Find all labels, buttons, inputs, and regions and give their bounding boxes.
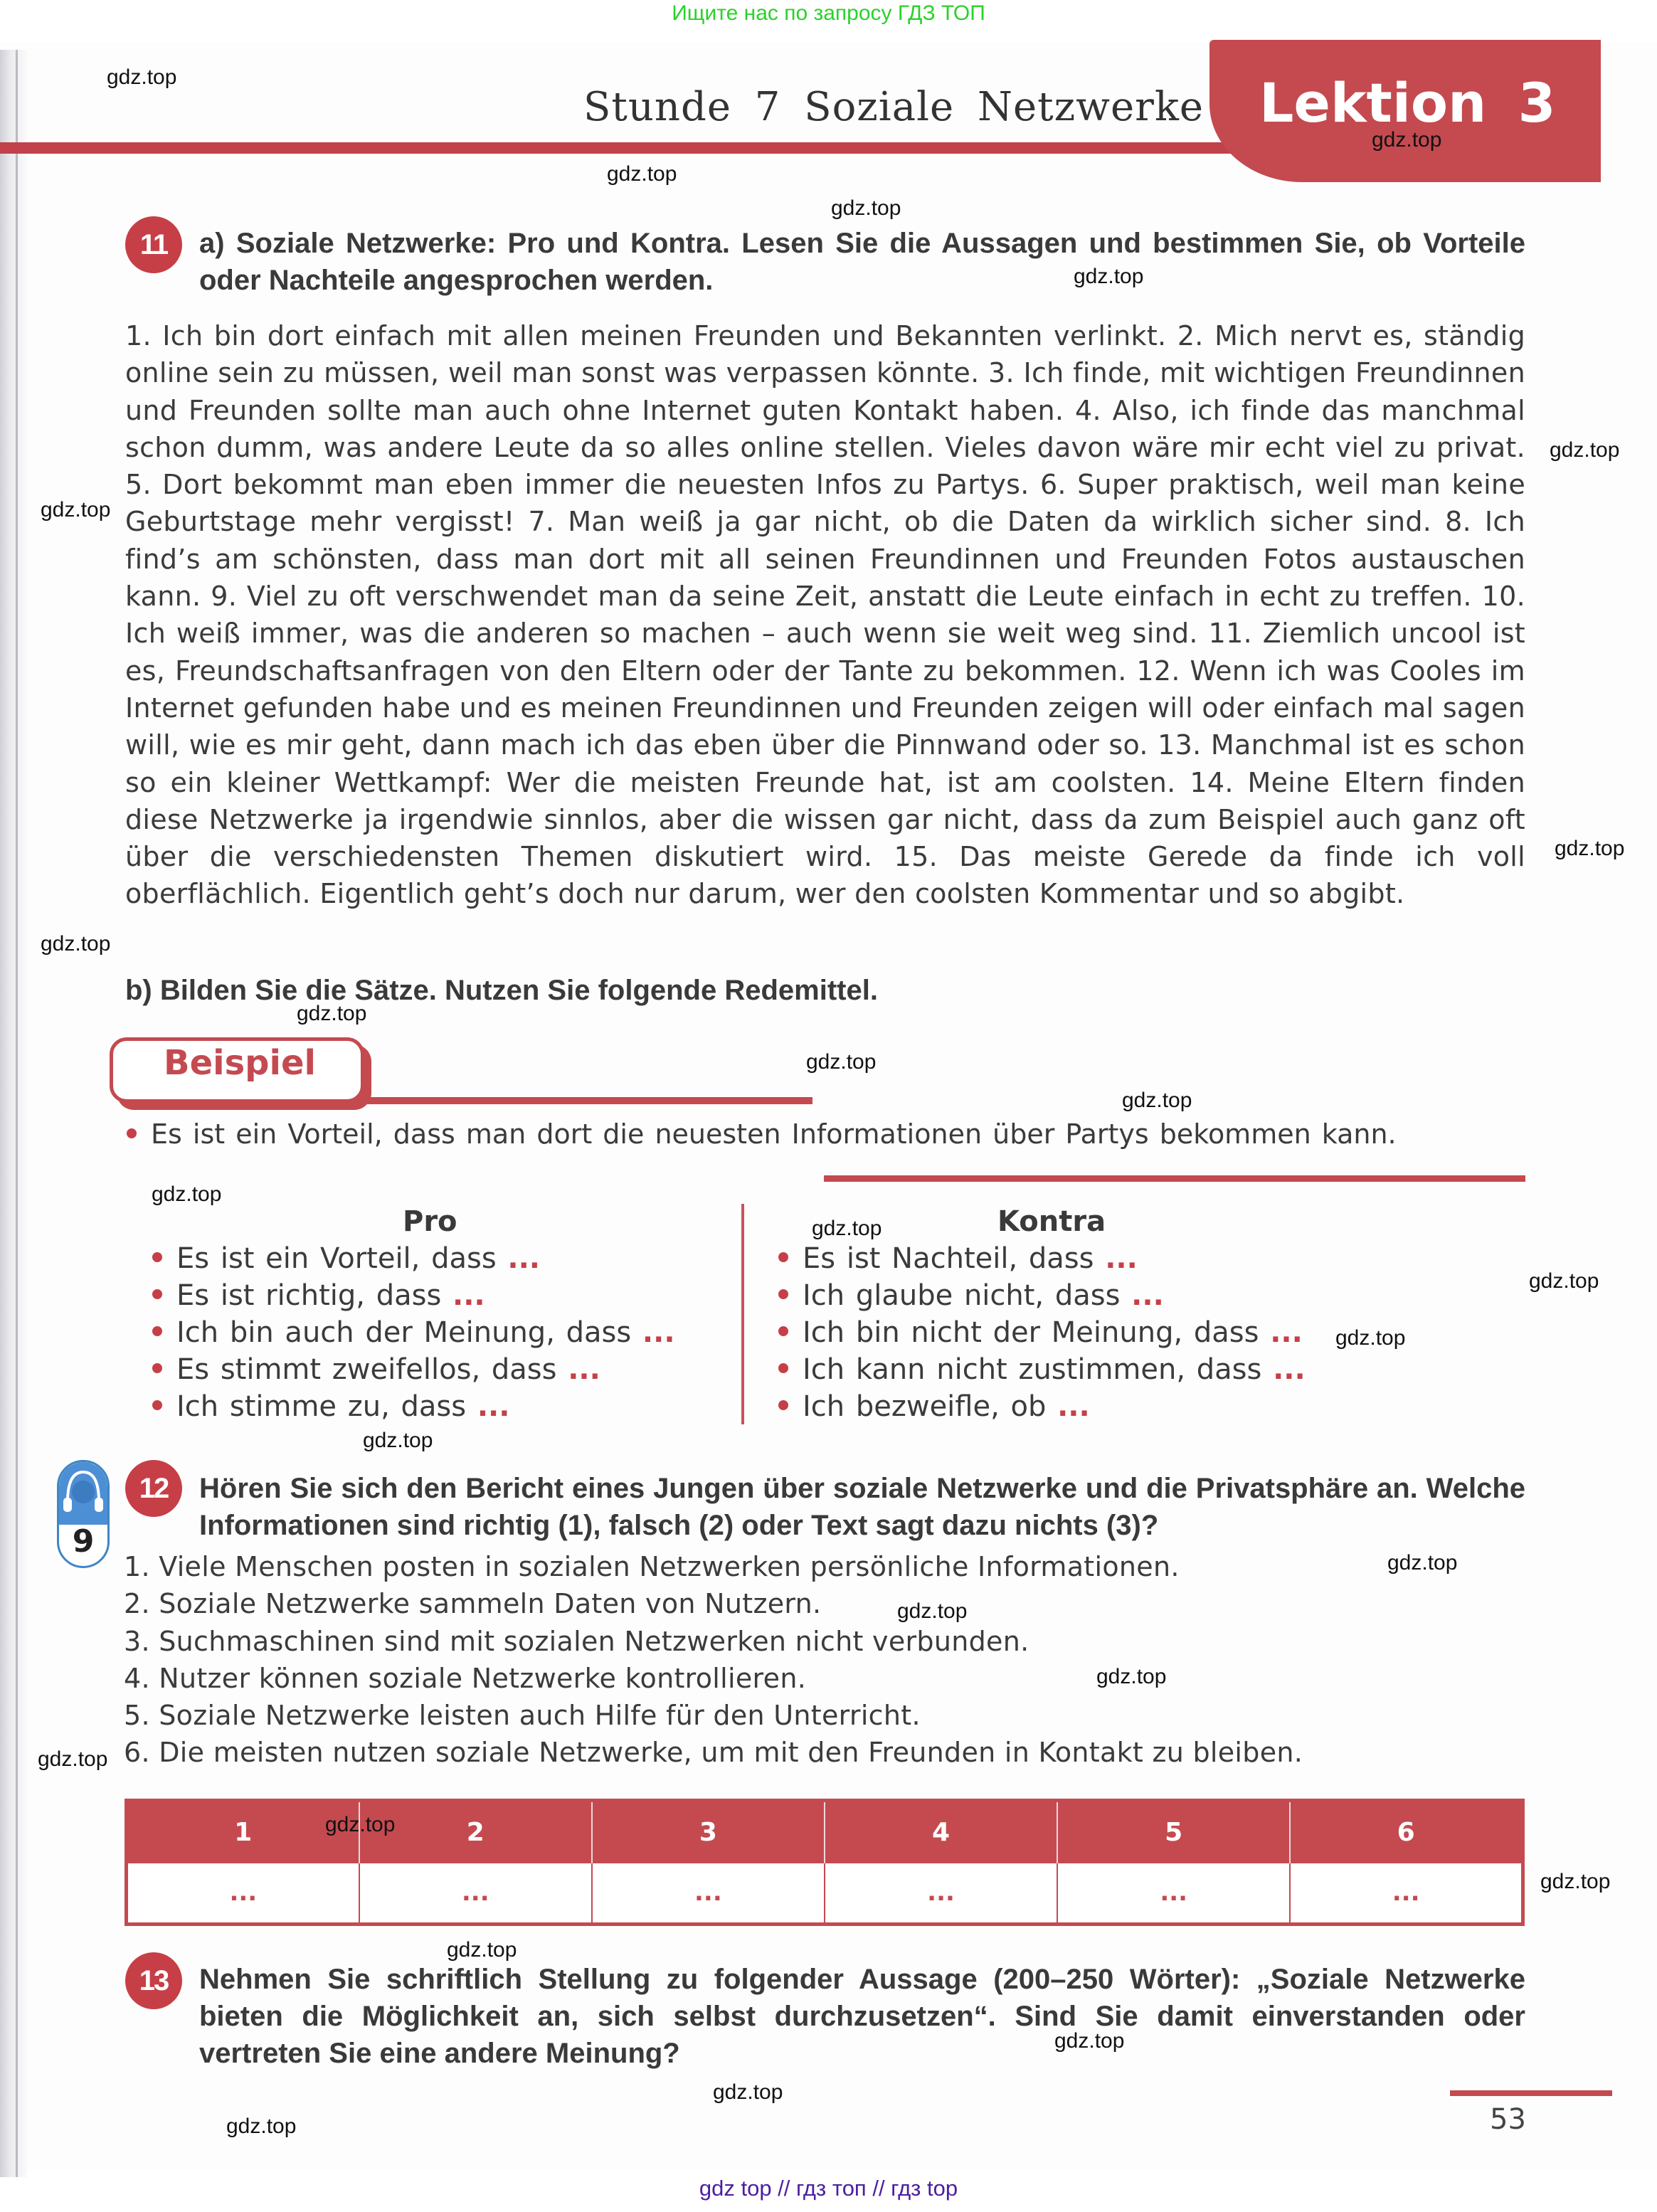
pro-item-text: Ich stimme zu, dass bbox=[176, 1390, 467, 1423]
watermark-text: gdz.top bbox=[41, 498, 111, 522]
pro-item bbox=[152, 1316, 675, 1349]
watermark-text: gdz.top bbox=[1074, 265, 1144, 288]
watermark-text: gdz.top bbox=[607, 162, 677, 186]
bottom-promo-banner[interactable]: gdz top // гдз топ // гдз top bbox=[699, 2176, 958, 2201]
watermark-text: gdz.top bbox=[447, 1938, 517, 1962]
ellipsis: ... bbox=[568, 1353, 600, 1386]
kontra-heading: Kontra bbox=[997, 1205, 1106, 1238]
watermark-text: gdz.top bbox=[41, 932, 111, 956]
pro-item bbox=[152, 1242, 540, 1275]
bullet-dot-icon bbox=[152, 1326, 162, 1336]
watermark-text: gdz.top bbox=[297, 1002, 367, 1025]
beispiel-rule bbox=[359, 1097, 812, 1104]
answer-cell[interactable]: ... bbox=[825, 1863, 1057, 1925]
pro-item-text: Ich bin auch der Meinung, dass bbox=[176, 1316, 632, 1349]
statement-item: 5. Soziale Netzwerke leisten auch Hilfe für den Unterricht. bbox=[124, 1700, 921, 1732]
page-number: 53 bbox=[1490, 2103, 1526, 2136]
book-spine-edge bbox=[16, 50, 18, 2177]
pro-item bbox=[152, 1390, 509, 1423]
headphones-icon bbox=[59, 1462, 107, 1525]
watermark-text: gdz.top bbox=[897, 1599, 968, 1623]
audio-track-number: 9 bbox=[72, 1523, 95, 1560]
book-spine-shadow bbox=[0, 50, 27, 2177]
exercise-13-task: Nehmen Sie schriftlich Stellung zu folgender Aussage (200–250 Wörter): „Soziale Netzwerke bieten die Möglichkeit an, sich selbst durchzusetzen“. Sind Sie damit einverstanden oder vertreten Sie eine andere Meinung? bbox=[199, 1964, 1525, 2069]
answer-col-header: 6 bbox=[1290, 1801, 1523, 1863]
watermark-text: gdz.top bbox=[38, 1747, 108, 1771]
exercise-11-statements: 1. Ich bin dort einfach mit allen meinen Freunden und Bekannten verlinkt. 2. Mich nervt es, ständig online sein zu müssen, weil man sonst was verpassen könnte. 3. Ich finde, mit wichtigen Freundinnen und Freunden sollte man auch ohne Internet guten Kontakt haben. 4. Also, ich finde das manchmal schon dumm, was andere Leute da so alles online stellen. Vieles davon wäre mir echt viel zu privat. 5. Dort bekommt man eben immer die neuesten Infos zu Partys. 6. Super praktisch, weil man keine Geburtstage mehr vergisst! 7. Man weiß ja gar nicht, ob die Daten da wirklich sicher sind. 8. Ich find’s am schönsten, dass man dort mit all seinen Freundinnen und Freunden Fotos austauschen kann. 9. Viel zu oft verschwendet man da seine Zeit, anstatt die Leute einfach in echt zu treffen. 10. Ich weiß immer, was die anderen so machen – auch wenn sie weit weg sind. 11. Ziemlich uncool ist es, Freundschaftsanfragen von den Eltern oder der Tante zu bekommen. 12. Wenn ich was Cooles im Internet gefunden habe und es meinen Freundinnen und Freunden zeigen will oder einfach mal sagen will, wie es mir geht, dann mach ich das eben über die Pinnwand oder so. 13. Manchmal ist es schon so ein kleiner Wettkampf: Wer die meisten Freunde hat, ist am coolsten. 14. Meine Eltern finden diese Netzwerke ja irgendwie sinnlos, aber die wissen gar nicht, dass da zum Beispiel auch ganz oft über die verschiedensten Themen diskutiert wird. 15. Das meiste Gerede da finde ich voll oberflächlich. Eigentlich geht’s doch nur darum, wer den coolsten Kommentar und so abgibt. bbox=[125, 320, 1525, 910]
bullet-dot-icon bbox=[152, 1400, 162, 1410]
exercise-12-badge: 12 bbox=[125, 1460, 182, 1517]
bullet-dot-icon bbox=[778, 1363, 788, 1373]
lesson-title: Stunde 7 Soziale Netzwerke bbox=[583, 84, 1205, 130]
watermark-text: gdz.top bbox=[226, 2115, 297, 2138]
kontra-item bbox=[778, 1390, 1090, 1423]
answer-col-header: 2 bbox=[359, 1801, 592, 1863]
watermark-text: gdz.top bbox=[1555, 837, 1625, 860]
answer-col-header: 4 bbox=[825, 1801, 1057, 1863]
exercise-12-task: Hören Sie sich den Bericht eines Jungen über soziale Netzwerke und die Privatsphäre an. Welche Informationen sind richtig (1), falsch (2) oder Text sagt dazu nichts (3)? bbox=[199, 1473, 1525, 1541]
bullet-dot-icon bbox=[152, 1363, 162, 1373]
kontra-item-text: Ich bin nicht der Meinung, dass bbox=[803, 1316, 1259, 1349]
answer-col-header: 1 bbox=[127, 1801, 359, 1863]
example-text: Es ist ein Vorteil, dass man dort die neuesten Informationen über Partys bekommen kann. bbox=[151, 1118, 1397, 1150]
watermark-text: gdz.top bbox=[806, 1050, 877, 1074]
exercise-11a-task: a) Soziale Netzwerke: Pro und Kontra. Lesen Sie die Aussagen und bestimmen Sie, ob Vorteile oder Nachteile angesprochen werden. bbox=[199, 228, 1525, 296]
watermark-text: gdz.top bbox=[325, 1813, 396, 1836]
kontra-item-text: Ich glaube nicht, dass bbox=[803, 1279, 1121, 1312]
answer-cell[interactable]: ... bbox=[1290, 1863, 1523, 1925]
example-rule bbox=[824, 1175, 1525, 1182]
watermark-text: gdz.top bbox=[1540, 1870, 1611, 1893]
beispiel-label: Beispiel bbox=[164, 1043, 316, 1083]
watermark-text: gdz.top bbox=[1529, 1269, 1599, 1293]
kontra-item bbox=[778, 1279, 1164, 1312]
pro-item-text: Es ist richtig, dass bbox=[176, 1279, 442, 1312]
statement-item: 2. Soziale Netzwerke sammeln Daten von Nutzern. bbox=[124, 1588, 822, 1620]
pro-item bbox=[152, 1279, 485, 1312]
pro-kontra-divider bbox=[741, 1204, 744, 1424]
statement-item: 3. Suchmaschinen sind mit sozialen Netzwerken nicht verbunden. bbox=[124, 1625, 1029, 1657]
watermark-text: gdz.top bbox=[1096, 1665, 1167, 1688]
bullet-dot-icon bbox=[778, 1252, 788, 1262]
watermark-text: gdz.top bbox=[1372, 128, 1442, 152]
kontra-item-text: Ich bezweifle, ob bbox=[803, 1390, 1047, 1423]
answer-col-header: 5 bbox=[1057, 1801, 1290, 1863]
answer-col-header: 3 bbox=[592, 1801, 825, 1863]
ellipsis: ... bbox=[1273, 1353, 1306, 1386]
answer-table-row bbox=[127, 1863, 1523, 1925]
exercise-11-badge: 11 bbox=[125, 216, 182, 273]
bullet-dot-icon bbox=[152, 1289, 162, 1299]
ellipsis: ... bbox=[1057, 1390, 1090, 1423]
watermark-text: gdz.top bbox=[1054, 2029, 1125, 2053]
bullet-dot-icon bbox=[152, 1252, 162, 1262]
example-sentence bbox=[127, 1118, 1397, 1150]
exercise-11b-task: b) Bilden Sie die Sätze. Nutzen Sie folgende Redemittel. bbox=[125, 975, 878, 1006]
watermark-text: gdz.top bbox=[152, 1182, 222, 1206]
answer-cell[interactable]: ... bbox=[1057, 1863, 1290, 1925]
watermark-text: gdz.top bbox=[1387, 1551, 1458, 1575]
ellipsis: ... bbox=[1270, 1316, 1303, 1349]
ellipsis: ... bbox=[507, 1242, 540, 1275]
answer-cell[interactable]: ... bbox=[592, 1863, 825, 1925]
kontra-item-text: Ich kann nicht zustimmen, dass bbox=[803, 1353, 1262, 1386]
statement-item: 1. Viele Menschen posten in sozialen Netzwerken persönliche Informationen. bbox=[124, 1551, 1180, 1582]
answer-cell[interactable]: ... bbox=[359, 1863, 592, 1925]
statement-item: 6. Die meisten nutzen soziale Netzwerke, um mit den Freunden in Kontakt zu bleiben. bbox=[124, 1737, 1303, 1769]
lektion-label: Lektion 3 bbox=[1259, 71, 1556, 134]
ellipsis: ... bbox=[1131, 1279, 1164, 1312]
ellipsis: ... bbox=[642, 1316, 675, 1349]
watermark-text: gdz.top bbox=[812, 1217, 882, 1240]
bullet-dot-icon bbox=[127, 1128, 137, 1138]
exercise-13-badge: 13 bbox=[125, 1952, 182, 2009]
pro-item-text: Es ist ein Vorteil, dass bbox=[176, 1242, 497, 1275]
watermark-text: gdz.top bbox=[363, 1429, 433, 1452]
watermark-text: gdz.top bbox=[1550, 438, 1620, 462]
pro-item-text: Es stimmt zweifellos, dass bbox=[176, 1353, 557, 1386]
headphones-glyph bbox=[59, 1462, 107, 1525]
watermark-text: gdz.top bbox=[107, 65, 177, 89]
pro-item bbox=[152, 1353, 600, 1386]
statement-item: 4. Nutzer können soziale Netzwerke kontrollieren. bbox=[124, 1662, 807, 1694]
bullet-dot-icon bbox=[778, 1326, 788, 1336]
ellipsis: ... bbox=[1105, 1242, 1138, 1275]
kontra-item bbox=[778, 1353, 1306, 1386]
kontra-item bbox=[778, 1316, 1303, 1349]
bullet-dot-icon bbox=[778, 1400, 788, 1410]
page-number-rule bbox=[1450, 2090, 1612, 2096]
bullet-dot-icon bbox=[778, 1289, 788, 1299]
ellipsis: ... bbox=[477, 1390, 510, 1423]
ellipsis: ... bbox=[452, 1279, 485, 1312]
watermark-text: gdz.top bbox=[713, 2080, 783, 2104]
audio-track-button[interactable] bbox=[57, 1460, 110, 1568]
watermark-text: gdz.top bbox=[831, 196, 901, 220]
kontra-item-text: Es ist Nachteil, dass bbox=[803, 1242, 1094, 1275]
answer-cell[interactable]: ... bbox=[127, 1863, 359, 1925]
watermark-text: gdz.top bbox=[1335, 1326, 1406, 1350]
top-promo-banner[interactable]: Ищите нас по запросу ГДЗ ТОП bbox=[672, 1, 985, 25]
header-rule bbox=[0, 142, 1252, 154]
exercise-12-statements bbox=[124, 1548, 1303, 1772]
watermark-text: gdz.top bbox=[1122, 1089, 1192, 1112]
pro-heading: Pro bbox=[403, 1205, 457, 1238]
kontra-item bbox=[778, 1242, 1138, 1275]
